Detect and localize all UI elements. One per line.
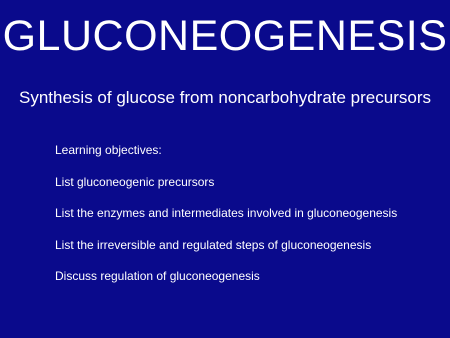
slide-subtitle: Synthesis of glucose from noncarbohydrate precursors — [19, 88, 431, 107]
objective-item: Discuss regulation of gluconeogenesis — [55, 269, 260, 283]
slide-title: GLUCONEOGENESIS — [2, 12, 448, 60]
objectives-heading: Learning objectives: — [55, 143, 162, 157]
objective-item: List the enzymes and intermediates involved in gluconeogenesis — [55, 206, 398, 220]
objective-item: List the irreversible and regulated steps of gluconeogenesis — [55, 237, 372, 252]
objective-item: List gluconeogenic precursors — [55, 174, 215, 189]
learning-objectives-list — [55, 142, 445, 300]
